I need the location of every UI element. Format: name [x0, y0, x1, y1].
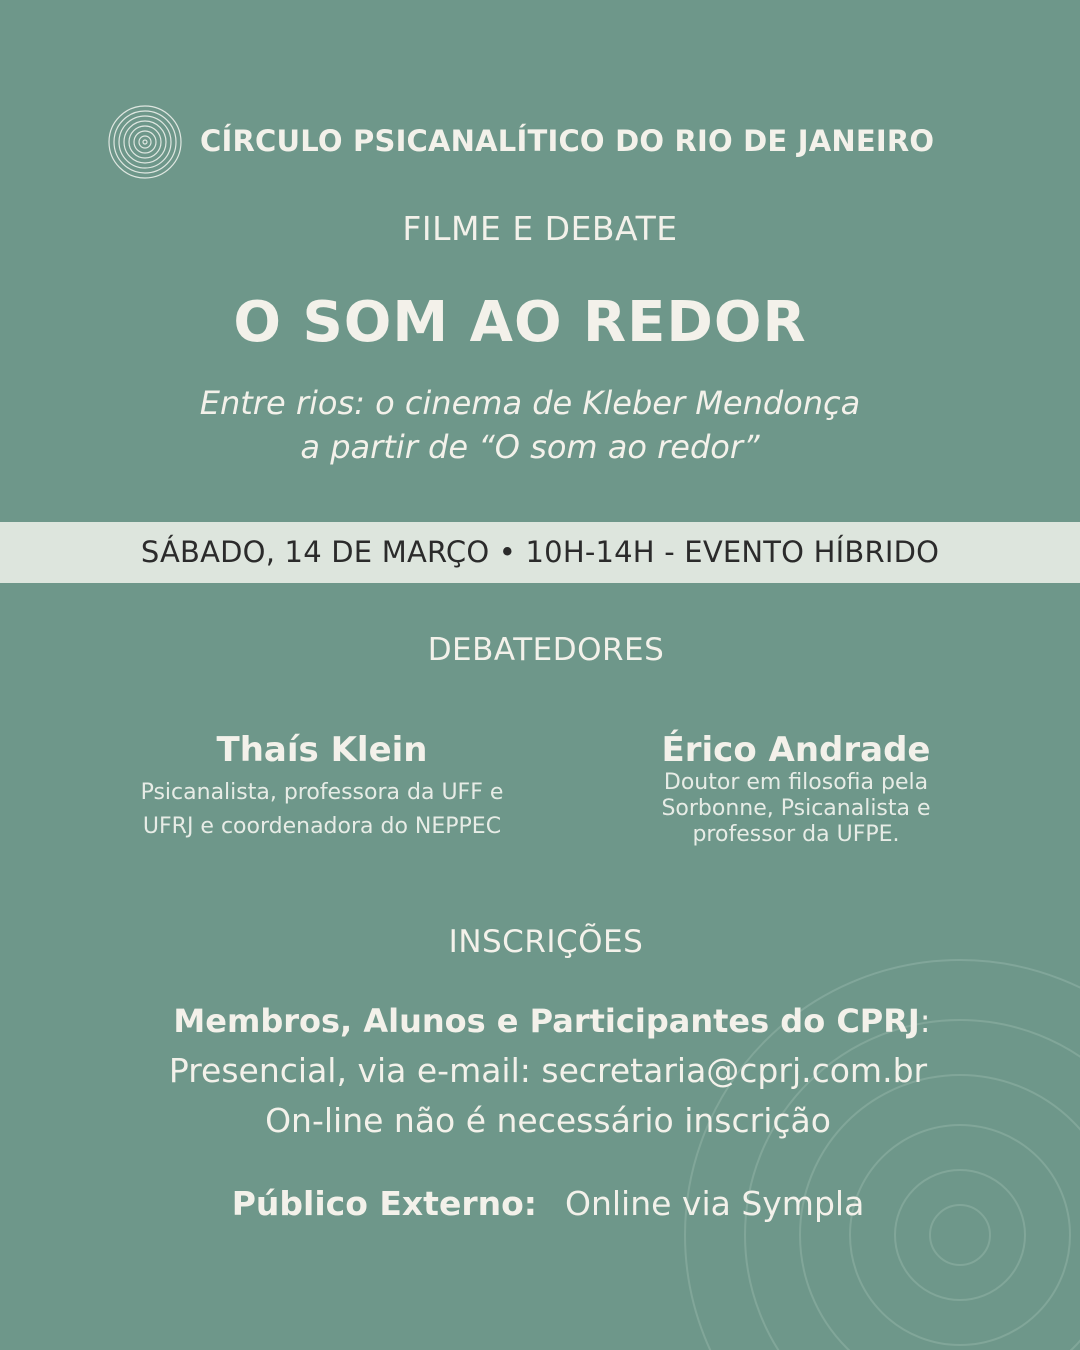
debater-card [100, 730, 544, 844]
presencial-registration: Presencial, via e-mail: secretaria@cprj.com.br [168, 1051, 928, 1090]
members-registration-label [12, 1002, 1080, 1040]
members-label: Membros, Alunos e Participantes do CPRJ [173, 1002, 920, 1040]
debater-bio [100, 776, 544, 844]
concentric-circles-icon [107, 104, 183, 180]
debater-bio-line: Psicanalista, professora da UFF e [140, 780, 504, 805]
debater-name: Érico Andrade [661, 730, 931, 770]
debater-bio [615, 770, 977, 848]
subtitle-line-1: Entre rios: o cinema de Kleber Mendonça [199, 384, 861, 422]
subtitle-line-2: a partir de “O som ao redor” [300, 428, 760, 466]
external-public-registration [8, 1184, 1080, 1223]
debater-bio-line: Sorbonne, Psicanalista e [661, 796, 931, 821]
debater-card [615, 730, 977, 848]
event-kicker: FILME E DEBATE [402, 209, 678, 248]
debater-bio-line: Doutor em filosofia pela [663, 770, 929, 795]
debaters-heading: DEBATEDORES [427, 632, 665, 668]
online-registration-note: On-line não é necessário inscrição [265, 1101, 831, 1140]
date-band [0, 522, 1080, 583]
debater-name: Thaís Klein [216, 730, 428, 770]
debater-bio-line: professor da UFPE. [692, 822, 900, 847]
event-title: O SOM AO REDOR [233, 290, 807, 355]
members-colon: : [919, 1002, 931, 1040]
organization-name: CÍRCULO PSICANALÍTICO DO RIO DE JANEIRO [200, 124, 935, 158]
event-subtitle [0, 381, 1070, 469]
event-date-time: SÁBADO, 14 DE MARÇO • 10H-14H - EVENTO HÍBRIDO [140, 535, 940, 569]
debater-bio-line: UFRJ e coordenadora do NEPPEC [142, 814, 502, 839]
external-value: Online via Sympla [564, 1184, 865, 1223]
registration-heading: INSCRIÇÕES [448, 924, 644, 960]
external-label: Público Externo: [231, 1184, 537, 1223]
